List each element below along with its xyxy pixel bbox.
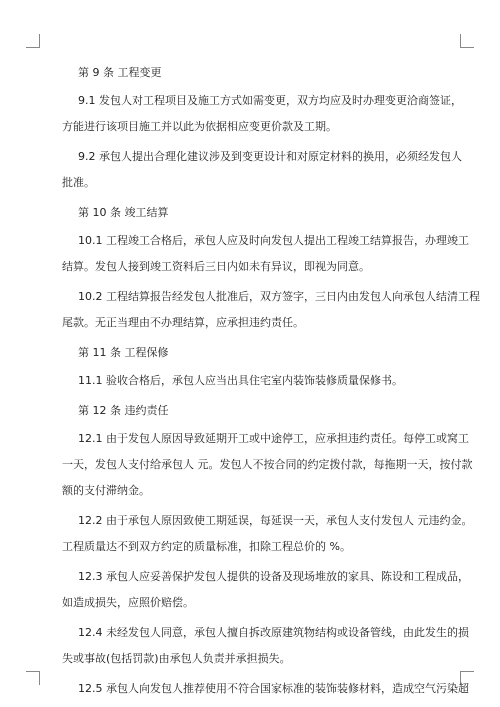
document-body [62,66,480,696]
clause-line: 一天，发包人支付给承包人 元。发包人不按合同的约定拨付款，每拖期一天，按付款 [62,458,473,471]
clause-line: 方能进行该项目施工并以此为依据相应变更价款及工期。 [62,120,337,133]
clause-line: 11.1 验收合格后，承包人应当出具住宅室内装饰装修质量保修书。 [78,374,403,387]
article-heading: 第 9 条 工程变更 [78,66,162,79]
clause-line: 12.3 承包人应妥善保护发包人提供的设备及现场堆放的家具、陈设和工程成品， [78,570,469,583]
crop-mark-bottom-left [26,671,40,685]
clause-line: 9.1 发包人对工程项目及施工方式如需变更，双方均应及时办理变更洽商签证， [78,94,462,107]
clause-line: 结算。发包人接到竣工资料后三日内如未有异议，即视为同意。 [62,260,370,273]
clause-line: 12.1 由于发包人原因导致延期开工或中途停工，应承担违约责任。每停工或窝工 [78,432,469,445]
clause-line: 失或事故(包括罚款)由承包人负责并承担损失。 [62,652,291,665]
article-heading: 第 10 条 竣工结算 [78,206,169,219]
clause-line: 尾款。无正当理由不办理结算，应承担违约责任。 [62,316,304,329]
article-heading: 第 11 条 工程保修 [78,346,169,359]
clause-line: 9.2 承包人提出合理化建议涉及到变更设计和对原定材料的换用，必须经发包人 [78,150,462,163]
clause-line: 工程质量达不到双方约定的质量标准，扣除工程总价的 %。 [62,540,351,553]
crop-mark-top-right [460,34,474,48]
crop-mark-top-left [26,34,40,48]
article-heading: 第 12 条 违约责任 [78,404,169,417]
clause-line: 额的支付滞纳金。 [62,484,150,497]
clause-line: 12.2 由于承包人原因致使工期延误，每延误一天，承包人支付发包人 元违约金。 [78,514,473,527]
clause-line: 12.4 未经发包人同意，承包人擅自拆改原建筑物结构或设备管线，由此发生的损 [78,626,469,639]
clause-line: 如造成损失，应照价赔偿。 [62,596,194,609]
clause-line: 10.1 工程竣工合格后，承包人应及时向发包人提出工程竣工结算报告，办理竣工 [78,234,469,247]
clause-line: 12.5 承包人向发包人推荐使用不符合国家标准的装饰装修材料，造成空气污染超 [78,682,469,695]
clause-line: 10.2 工程结算报告经发包人批准后，双方签字，三日内由发包人向承包人结清工程 [78,290,480,303]
clause-line: 批准。 [62,176,95,189]
